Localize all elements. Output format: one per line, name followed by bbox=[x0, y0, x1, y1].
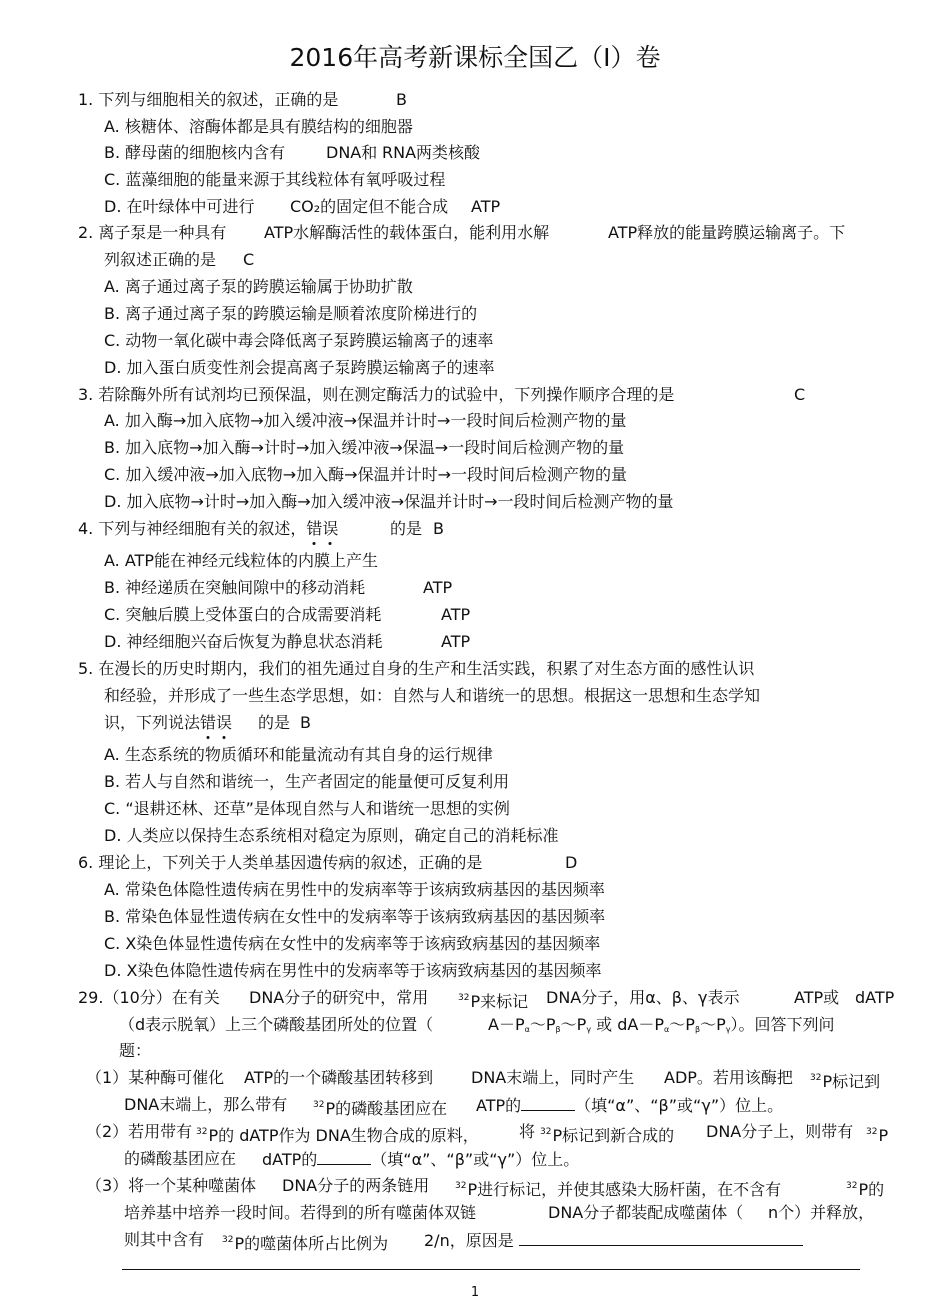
q5-line-2: 和经验，并形成了一些生态学思想，如：自然与人和谐统一的思想。根据这一思想和生态学知 bbox=[104, 686, 761, 705]
q6-option-d: D. X染色体隐性遗传病在男性中的发病率等于该病致病基因的基因频率 bbox=[104, 961, 602, 980]
q29-p-text: P来标记 bbox=[470, 992, 529, 1011]
q29-part-3-blank[interactable] bbox=[519, 1230, 803, 1246]
q5-emphasis-1: 错 bbox=[200, 713, 217, 732]
q6-answer: D bbox=[565, 853, 578, 872]
q1-option-a: A. 核糖体、溶酶体都是具有膜结构的细胞器 bbox=[104, 117, 413, 136]
q4-option-d-atp: ATP bbox=[441, 632, 471, 651]
q4-answer: B bbox=[433, 519, 444, 538]
q5-line-1: 5. 在漫长的历史时期内，我们的祖先通过自身的生产和生活实践，积累了对生态方面的感性认识 bbox=[78, 659, 755, 678]
q2-stem-1: 2. 离子泵是一种具有 bbox=[78, 223, 227, 242]
q2-option-a: A. 离子通过离子泵的跨膜运输属于协助扩散 bbox=[104, 277, 413, 296]
q1-option-d: D. 在叶绿体中可进行 bbox=[104, 197, 255, 216]
footer-divider bbox=[122, 1269, 860, 1270]
q29-part-3-ratio: 2/n，原因是 bbox=[424, 1230, 803, 1251]
q2-option-d: D. 加入蛋白质变性剂会提高离子泵跨膜运输离子的速率 bbox=[104, 358, 495, 377]
q29-part-2-blank[interactable] bbox=[317, 1149, 371, 1165]
q1-option-c: C. 蓝藻细胞的能量来源于其线粒体有氧呼吸过程 bbox=[104, 170, 446, 189]
q5-emphasis-2: 误 bbox=[216, 713, 233, 732]
q4-option-c-atp: ATP bbox=[441, 605, 471, 624]
q29-part-3-mid: $^{32}$P进行标记，并使其感染大肠杆菌，在不含有 bbox=[455, 1180, 782, 1199]
q29-part-2: （2）若用带有 bbox=[86, 1122, 193, 1141]
q29-part-1-atp: ATP的一个磷酸基团转移到 bbox=[244, 1068, 434, 1087]
q4-option-b-atp: ATP bbox=[423, 578, 453, 597]
q1-stem: 1. 下列与细胞相关的叙述，正确的是 bbox=[78, 90, 339, 109]
q5-line-3 bbox=[104, 713, 232, 733]
q1-option-b-rna: RNA两类核酸 bbox=[382, 143, 481, 162]
q29-part-1: （1）某种酶可催化 bbox=[86, 1068, 225, 1087]
q29-p-label bbox=[458, 988, 528, 1012]
q6-option-b: B. 常染色体显性遗传病在女性中的发病率等于该病致病基因的基因频率 bbox=[104, 907, 606, 926]
q4-stem-post: 的是 bbox=[390, 519, 423, 538]
q3-option-b: B. 加入底物→加入酶→计时→加入缓冲液→保温→一段时间后检测产物的量 bbox=[104, 438, 625, 457]
q29-part-3-line-3: 则其中含有 bbox=[124, 1230, 205, 1249]
q5-option-b: B. 若人与自然和谐统一，生产者固定的能量便可反复利用 bbox=[104, 772, 510, 791]
q6-option-a: A. 常染色体隐性遗传病在男性中的发病率等于该病致病基因的基因频率 bbox=[104, 880, 605, 899]
q4-option-c: C. 突触后膜上受体蛋白的合成需要消耗 bbox=[104, 605, 382, 624]
q29-part-1-line-2-mid: $^{32}$P的磷酸基团应在 bbox=[313, 1099, 448, 1118]
q29-sup-32: 32 bbox=[458, 993, 470, 1003]
q29-part-1-mark: $^{32}$P标记到 bbox=[810, 1072, 881, 1091]
q29-part-3-line-2-post: DNA分子都装配成噬菌体（ bbox=[548, 1203, 744, 1222]
q5-line-3-pre: 识，下列说法 bbox=[104, 713, 201, 732]
q29-formula: $A-P_\alpha\sim P_\beta\sim P_\gamma$ 或 $dA-P_\alpha\sim P_\beta\sim P_\gamma$）。回答下列问 bbox=[488, 1015, 835, 1034]
q6-stem: 6. 理论上，下列关于人类单基因遗传病的叙述，正确的是 bbox=[78, 853, 483, 872]
q29-part-3-dna: DNA分子的两条链用 bbox=[282, 1176, 430, 1195]
q29-dna-study: DNA分子的研究中，常用 bbox=[249, 988, 429, 1007]
q29-part-2-mark: $^{32}$P标记到新合成的 bbox=[540, 1126, 675, 1145]
q29-line-3: 题： bbox=[119, 1041, 152, 1060]
q3-option-a: A. 加入酶→加入底物→加入缓冲液→保温并计时→一段时间后检测产物的量 bbox=[104, 411, 627, 430]
q1-option-d-atp: ATP bbox=[471, 197, 501, 216]
q3-answer: C bbox=[794, 385, 806, 404]
page-title: 2016年高考新课标全国乙（Ⅰ）卷 bbox=[289, 43, 661, 72]
q4-option-b: B. 神经递质在突触间隙中的移动消耗 bbox=[104, 578, 366, 597]
q2-stem-3: ATP释放的能量跨膜运输离子。下 bbox=[608, 223, 846, 242]
q2-option-c: C. 动物一氧化碳中毒会降低离子泵跨膜运输离子的速率 bbox=[104, 331, 494, 350]
page-number: 1 bbox=[470, 1285, 480, 1300]
q29-part-3-end: $^{32}$P的 bbox=[846, 1180, 885, 1199]
q3-stem: 3. 若除酶外所有试剂均已预保温，则在测定酶活力的试验中，下列操作顺序合理的是 bbox=[78, 385, 675, 404]
q3-option-c: C. 加入缓冲液→加入底物→加入酶→保温并计时→一段时间后检测产物的量 bbox=[104, 465, 627, 484]
q29-datp: dATP bbox=[855, 988, 895, 1007]
q29-part-1-adp: ADP。若用该酶把 bbox=[664, 1068, 793, 1087]
q4-option-d: D. 神经细胞兴奋后恢复为静息状态消耗 bbox=[104, 632, 383, 651]
q29-part-2-line-2: 的磷酸基团应在 bbox=[124, 1149, 237, 1168]
q29-part-1-blank[interactable] bbox=[521, 1095, 575, 1111]
q29-part-2-mid: $^{32}$P的 dATP作为 DNA生物合成的原料， bbox=[196, 1126, 479, 1145]
q1-option-d-co2: CO₂的固定但不能合成 bbox=[290, 197, 449, 216]
q6-option-c: C. X染色体显性遗传病在女性中的发病率等于该病致病基因的基因频率 bbox=[104, 934, 601, 953]
q4-option-a: A. ATP能在神经元线粒体的内膜上产生 bbox=[104, 551, 378, 570]
q29-dna-mol: DNA分子，用α、β、γ表示 bbox=[546, 988, 740, 1007]
q2-answer: C bbox=[243, 250, 255, 269]
q4-stem-pre: 4. 下列与神经细胞有关的叙述， bbox=[78, 519, 307, 538]
q29-number: 29.（10分）在有关 bbox=[78, 988, 220, 1007]
q5-answer: B bbox=[300, 713, 311, 732]
q29-atp-or: ATP或 bbox=[794, 988, 840, 1007]
q29-part-1-line-2-atp: ATP的 （填“α”、“β”或“γ”）位上。 bbox=[476, 1096, 784, 1115]
q2-stem-2: ATP水解酶活性的载体蛋白，能利用水解 bbox=[264, 223, 550, 242]
q29-part-2-will: 将 bbox=[519, 1122, 536, 1141]
q29-part-3: （3）将一个某种噬菌体 bbox=[86, 1176, 257, 1195]
q3-option-d: D. 加入底物→计时→加入酶→加入缓冲液→保温并计时→一段时间后检测产物的量 bbox=[104, 492, 674, 511]
q1-option-b: B. 酵母菌的细胞核内含有 bbox=[104, 143, 286, 162]
q29-part-2-line-2-datp: dATP的 （填“α”、“β”或“γ”）位上。 bbox=[262, 1150, 580, 1169]
q2-stem-4: 列叙述正确的是 bbox=[104, 250, 217, 269]
q29-part-3-line-3-mid: $^{32}$P的噬菌体所占比例为 bbox=[222, 1234, 389, 1253]
q29-part-1-dna: DNA末端上，同时产生 bbox=[471, 1068, 635, 1087]
q29-part-3-n: n个）并释放， bbox=[768, 1203, 875, 1222]
q4-stem bbox=[78, 519, 338, 539]
q1-answer: B bbox=[396, 90, 407, 109]
q5-option-c: C. “退耕还林、还草”是体现自然与人和谐统一思想的实例 bbox=[104, 799, 510, 818]
q2-option-b: B. 离子通过离子泵的跨膜运输是顺着浓度阶梯进行的 bbox=[104, 304, 478, 323]
q29-line-2-pre: （d表示脱氧）上三个磷酸基团所处的位置（ bbox=[119, 1015, 434, 1034]
q1-option-b-dna: DNA和 bbox=[326, 143, 378, 162]
q29-part-2-end: $^{32}$P bbox=[866, 1126, 889, 1145]
q4-emphasis-1: 错 bbox=[306, 519, 323, 538]
q4-emphasis-2: 误 bbox=[322, 519, 339, 538]
q5-line-3-post: 的是 bbox=[258, 713, 291, 732]
q29-part-1-line-2: DNA末端上，那么带有 bbox=[124, 1095, 288, 1114]
q29-part-2-dna: DNA分子上，则带有 bbox=[706, 1122, 854, 1141]
q5-option-d: D. 人类应以保持生态系统相对稳定为原则，确定自己的消耗标准 bbox=[104, 826, 559, 845]
q5-option-a: A. 生态系统的物质循环和能量流动有其自身的运行规律 bbox=[104, 745, 493, 764]
q29-part-3-line-2: 培养基中培养一段时间。若得到的所有噬菌体双链 bbox=[124, 1203, 477, 1222]
